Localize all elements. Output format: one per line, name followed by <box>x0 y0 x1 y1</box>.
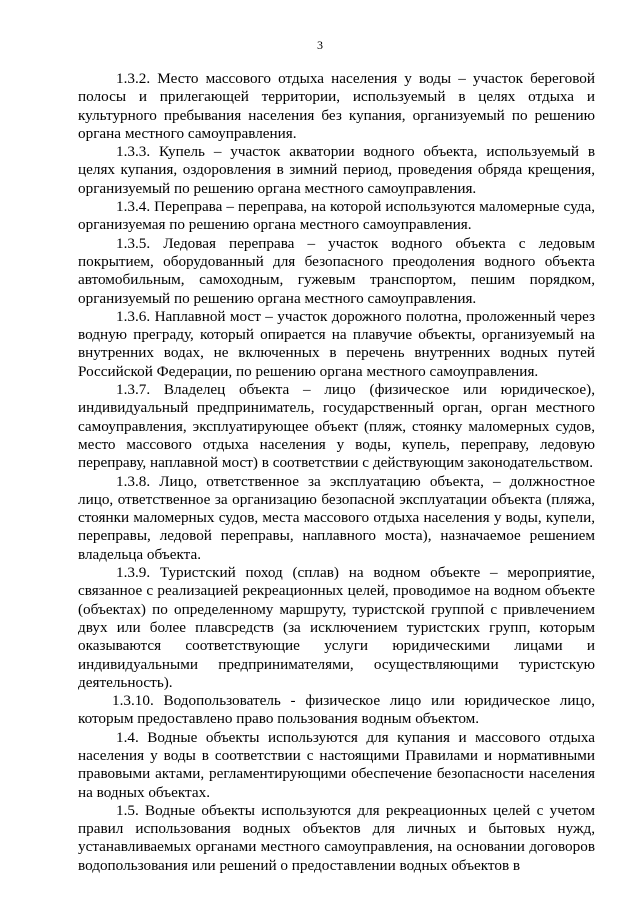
paragraph-1-5: 1.5. Водные объекты используются для рекреационных целей с учетом правил использования водных объектов для личных и бытовых нужд, устанавливаемых органами местного самоуправления, на основании договоров водопользования или решений о предоставлении водных объектов в <box>78 801 595 874</box>
paragraph-1-3-10: 1.3.10. Водопользователь - физическое лицо или юридическое лицо, которым предоставлено право пользования водным объектом. <box>78 692 595 728</box>
paragraph-1-3-3: 1.3.3. Купель – участок акватории водного объекта, используемый в целях купания, оздоровления в зимний период, проведения обряда крещения, организуемый по решению органа местного самоуправления. <box>78 143 595 197</box>
paragraph-1-4: 1.4. Водные объекты используются для купания и массового отдыха населения у воды в соответствии с настоящими Правилами и нормативными правовыми актами, регламентирующими обеспечение безопасности населения на водных объектах. <box>78 728 595 801</box>
paragraph-1-3-4: 1.3.4. Переправа – переправа, на которой используются маломерные суда, организуемая по решению органа местного самоуправления. <box>78 198 595 234</box>
paragraph-1-3-5: 1.3.5. Ледовая переправа – участок водного объекта с ледовым покрытием, оборудованный для безопасного преодоления водного объекта автомобильным, самоходным, гужевым транспортом, пешим порядком, организуемый по решению органа местного самоуправления. <box>78 234 595 307</box>
paragraph-1-3-7: 1.3.7. Владелец объекта – лицо (физическое или юридическое), индивидуальный предприниматель, государственный орган, орган местного самоуправления, эксплуатирующее объект (пляж, стоянку маломерных судов, место массового отдыха населения у воды, купель, переправу, ледовую переправу, наплавной мост) в соответствии с действующим законодательством. <box>78 381 595 472</box>
paragraph-1-3-2: 1.3.2. Место массового отдыха населения у воды – участок береговой полосы и прилегающей территории, используемый в целях отдыха и культурного пребывания населения без купания, организуемый по решению органа местного самоуправления. <box>78 70 595 142</box>
page-number: 3 <box>317 38 323 52</box>
document-body <box>78 70 595 875</box>
paragraph-1-3-9: 1.3.9. Туристский поход (сплав) на водном объекте – мероприятие, связанное с реализацией рекреационных целей, проводимое на водном объекте (объектах) по определенному маршруту, туристской группой с привлечением двух или более плавсредств (за исключением туристских групп, которым оказываются соответствующие услуги юридическими лицами и индивидуальными предпринимателями, осуществляющими туристскую деятельность). <box>78 564 595 691</box>
paragraph-1-3-8: 1.3.8. Лицо, ответственное за эксплуатацию объекта, – должностное лицо, ответственное за организацию безопасной эксплуатации объекта (пляжа, стоянки маломерных судов, места массового отдыха населения у воды, купели, переправы, ледовой переправы, наплавного моста), назначаемое решением владельца объекта. <box>78 472 595 563</box>
paragraph-1-3-6: 1.3.6. Наплавной мост – участок дорожного полотна, проложенный через водную преграду, который опирается на плавучие объекты, организуемый на внутренних водах, не включенных в перечень внутренних водных путей Российской Федерации, по решению органа местного самоуправления. <box>78 307 595 380</box>
